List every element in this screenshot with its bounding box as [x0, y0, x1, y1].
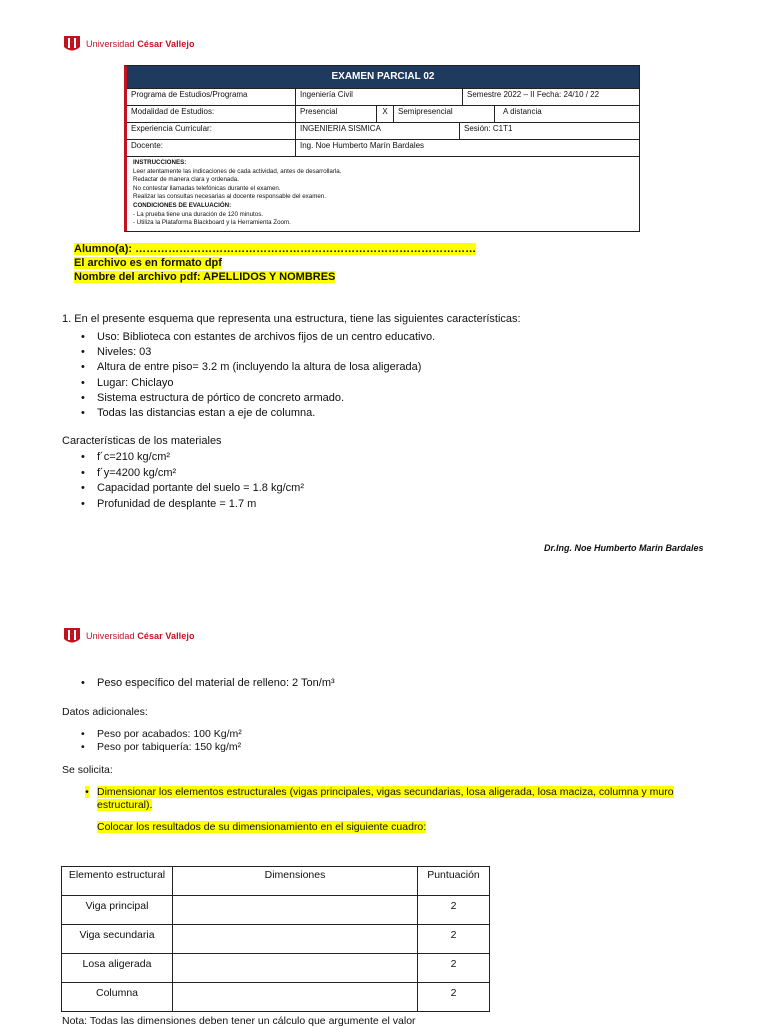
university-shield-icon — [64, 34, 80, 54]
request-place: Colocar los resultados de su dimensionamiento en el siguiente cuadro: — [97, 821, 427, 833]
request-title: Se solicita: — [62, 764, 113, 776]
request-block — [77, 786, 697, 834]
dimension-cell[interactable] — [173, 954, 418, 983]
list-item: • f´c=210 kg/cm² — [77, 450, 304, 466]
header-row-teacher: Docente: Ing. Noe Humberto Marín Bardales — [127, 139, 639, 156]
table-row: Viga secundaria 2 — [62, 925, 490, 954]
list-item: • Altura de entre piso= 3.2 m (incluyendo la altura de losa aligerada) — [77, 360, 435, 375]
question-1: 1. En el presente esquema que representa una estructura, tiene las siguientes características: — [62, 313, 521, 325]
university-shield-icon — [64, 626, 80, 646]
note: Nota: Todas las dimensiones deben tener un cálculo que argumente el valor — [62, 1015, 416, 1027]
list-item: • Niveles: 03 — [77, 345, 435, 360]
student-name-line: Alumno(a): ………………………………………………………………………………… — [74, 243, 477, 255]
exam-title: EXAMEN PARCIAL 02 — [127, 66, 639, 88]
table-row: Losa aligerada 2 — [62, 954, 490, 983]
header-row-modality: Modalidad de Estudios: Presencial X Semipresencial A distancia — [127, 105, 639, 122]
exam-header-table — [124, 65, 640, 232]
list-item: • Peso por tabiquería: 150 kg/m² — [77, 741, 242, 754]
file-name-line: Nombre del archivo pdf: APELLIDOS Y NOMBRES — [74, 271, 336, 283]
header-row-course: Experiencia Curricular: INGENIERIA SISMICA Sesión: C1T1 — [127, 122, 639, 139]
university-logo-page2 — [64, 626, 195, 646]
table-row: Viga principal 2 — [62, 896, 490, 925]
additional-title: Datos adicionales: — [62, 706, 148, 718]
dimension-cell[interactable] — [173, 925, 418, 954]
university-logo — [64, 34, 195, 54]
bullet-icon: • — [85, 786, 89, 798]
table-row: Columna 2 — [62, 983, 490, 1012]
materials-list — [77, 450, 304, 512]
list-item: • Sistema estructura de pórtico de concreto armado. — [77, 391, 435, 406]
signature: Dr.Ing. Noe Humberto Marin Bardales — [544, 543, 704, 553]
features-list — [77, 330, 435, 421]
materials-title: Características de los materiales — [62, 435, 222, 447]
modality-mark: X — [377, 106, 394, 122]
dimension-cell[interactable] — [173, 896, 418, 925]
fill-weight-list — [77, 677, 335, 689]
table-header-row: Elemento estructural Dimensiones Puntuación — [62, 867, 490, 896]
university-name: Universidad César Vallejo — [86, 39, 195, 49]
header-row-program: Programa de Estudios/Programa Ingeniería Civil Semestre 2022 – II Fecha: 24/10 / 22 — [127, 88, 639, 105]
list-item: • f´y=4200 kg/cm² — [77, 466, 304, 482]
list-item: • Capacidad portante del suelo = 1.8 kg/cm² — [77, 481, 304, 497]
request-line-1: Dimensionar los elementos estructurales (vigas principales, vigas secundarias, losa aligerada, losa maciza, columna y muro — [97, 786, 674, 798]
list-item: • Lugar: Chiclayo — [77, 376, 435, 391]
additional-list — [77, 728, 242, 754]
list-item: • Peso específico del material de relleno: 2 Ton/m³ — [77, 677, 335, 689]
student-info — [74, 242, 476, 284]
dimension-cell[interactable] — [173, 983, 418, 1012]
university-name: Universidad César Vallejo — [86, 631, 195, 641]
list-item: • Todas las distancias estan a eje de columna. — [77, 406, 435, 421]
dimensions-table — [61, 866, 490, 1012]
list-item: • Uso: Biblioteca con estantes de archivos fijos de un centro educativo. — [77, 330, 435, 345]
file-format-line: El archivo es en formato dpf — [74, 257, 222, 269]
request-line-2: estructural). — [97, 799, 153, 811]
instructions-block: INSTRUCCIONES: Leer atentamente las indicaciones de cada actividad, antes de desarrollarla. Redactar de manera clara y ordenada. No contestar llamadas telefónicas durante el examen. Realizar las consultas necesarias al docente responsable del examen. CONDICIONES DE EVALUACIÓN: - La prueba tiene una duración de 120 minutos. - Utiliza la Plataforma Blackboard y la Herramienta Zoom. — [127, 156, 639, 231]
list-item: • Profunidad de desplante = 1.7 m — [77, 497, 304, 513]
list-item: • Peso por acabados: 100 Kg/m² — [77, 728, 242, 741]
